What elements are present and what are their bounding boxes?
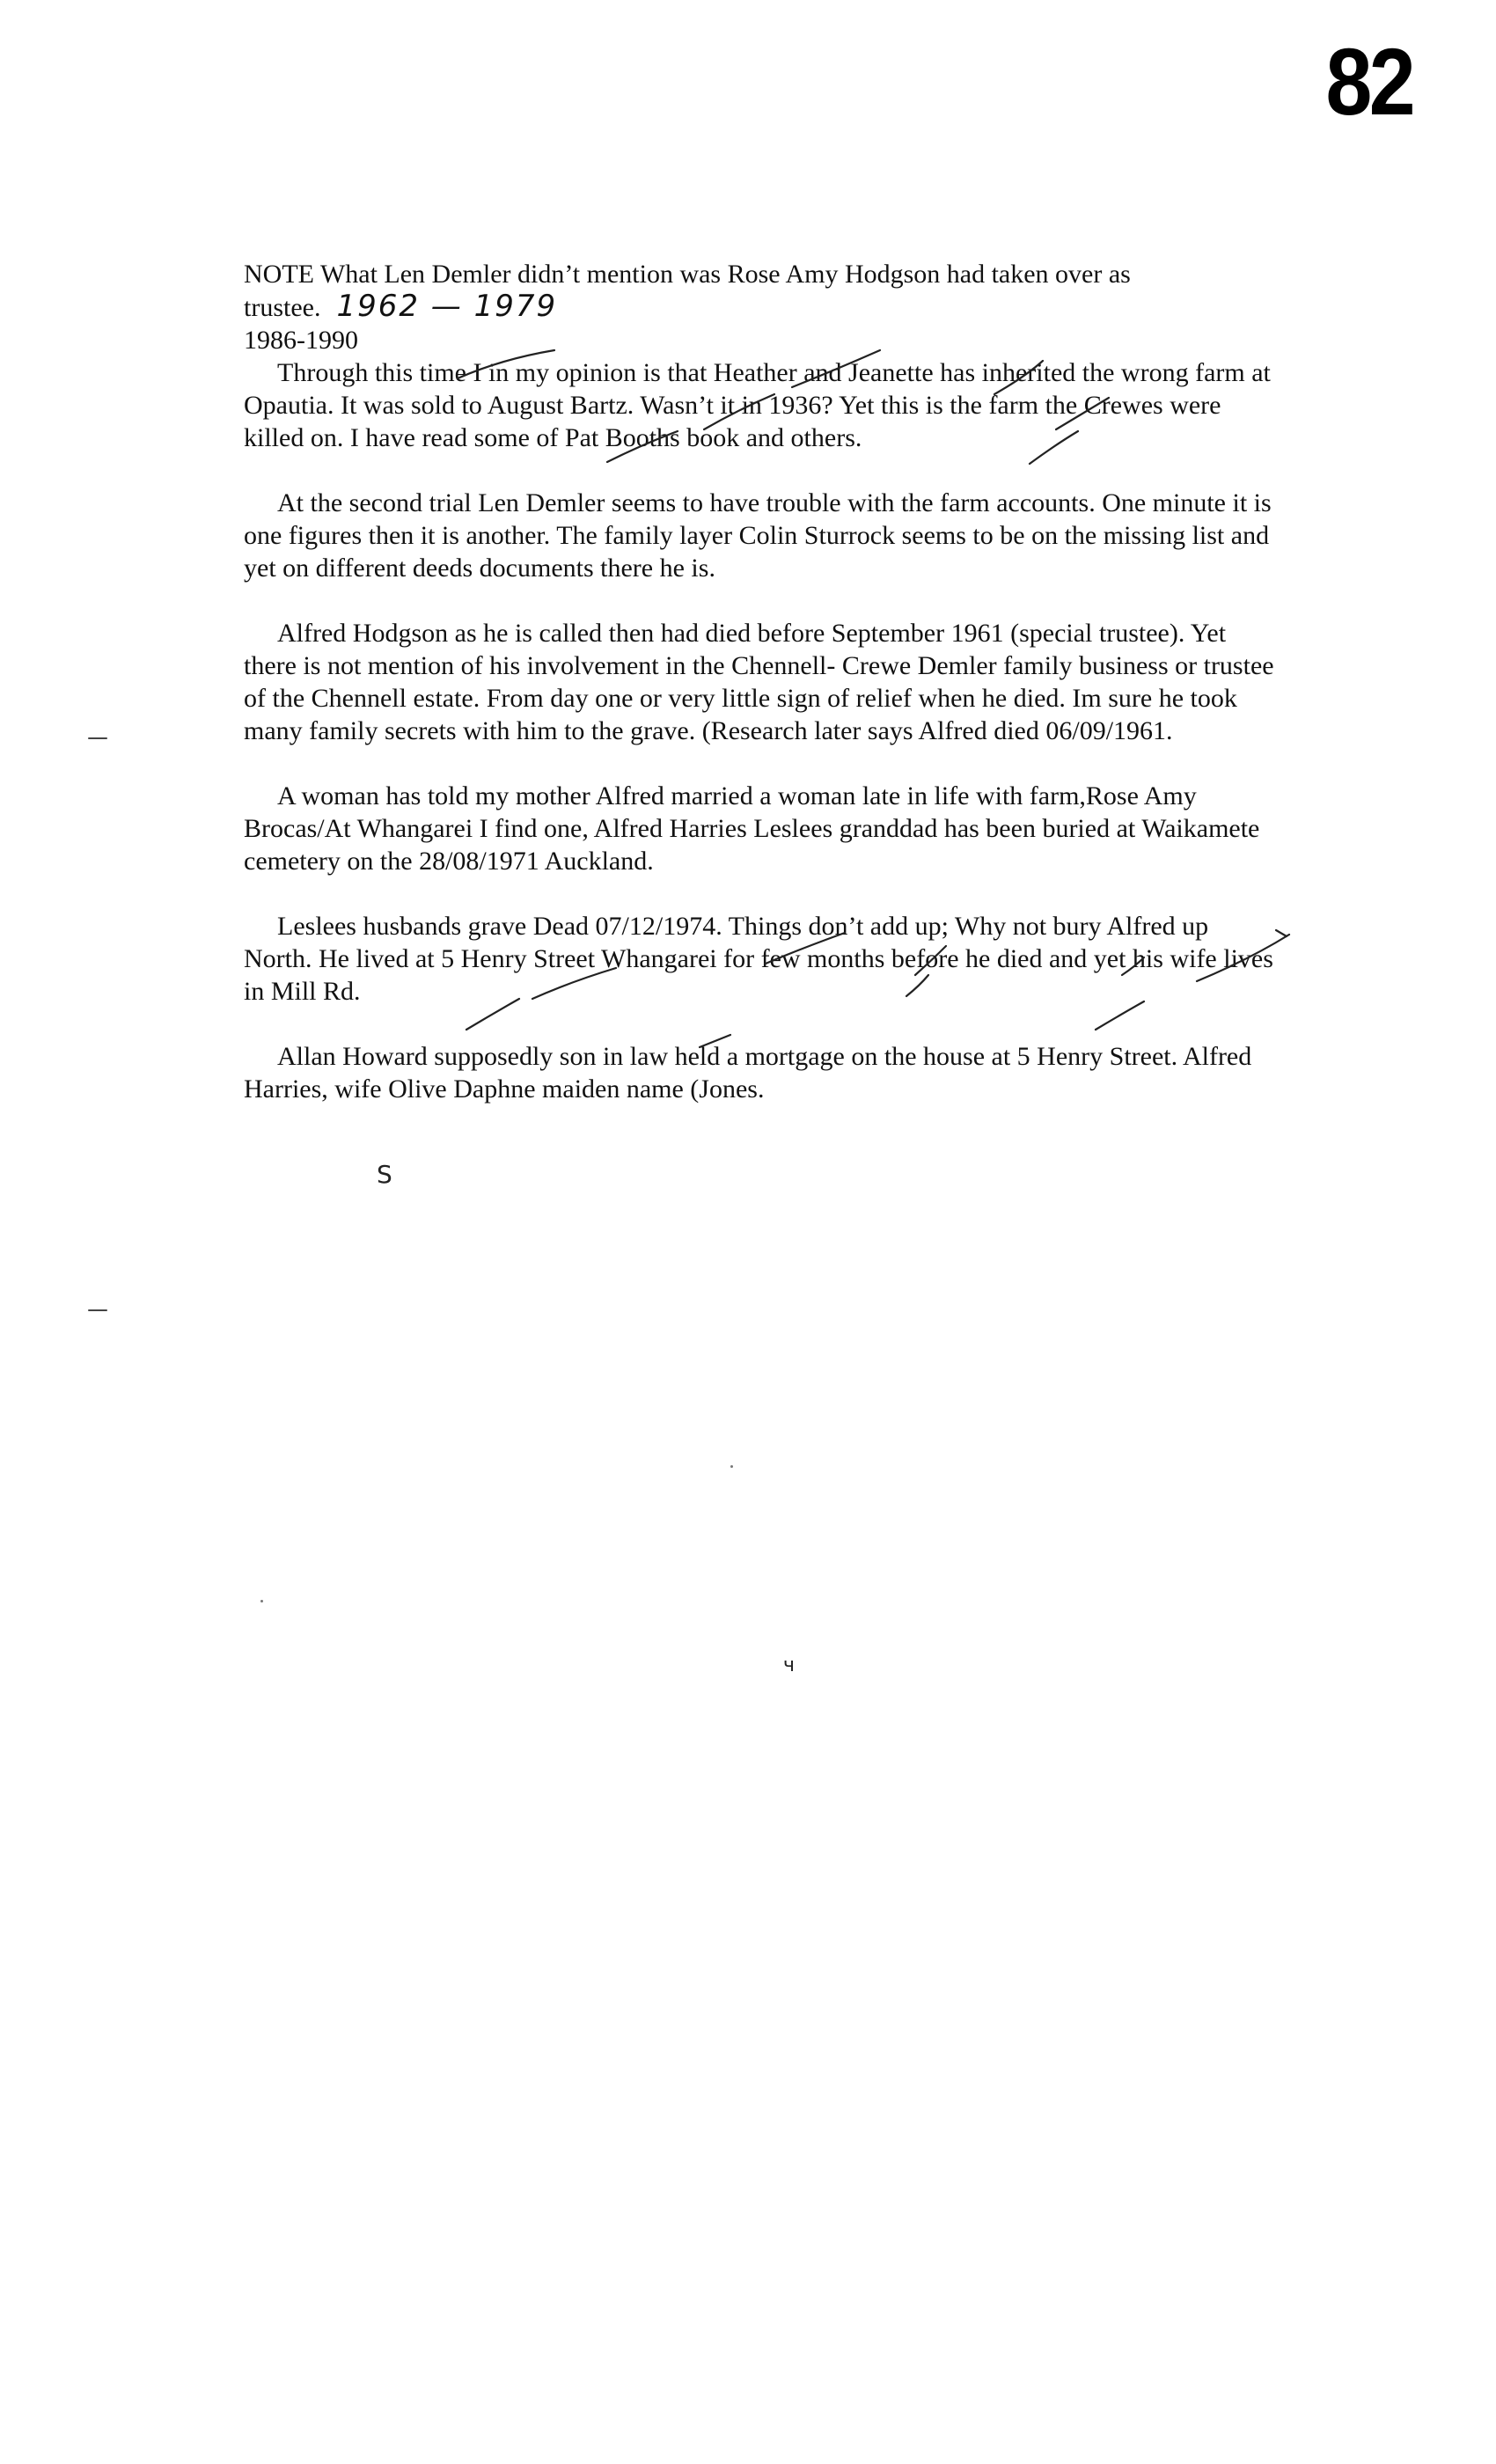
handwritten-years: 1962 — 1979 [336, 289, 558, 324]
pen-stroke [792, 350, 880, 387]
pen-stroke [1122, 957, 1144, 975]
paragraph-alfred-hodgson: Alfred Hodgson as he is called then had died before September 1961 (special trustee). Yet there is not mention of his involvement in the Chennell- Crewe Demler family business or trustee of the Chennell estate. From day one or very little sign of relief when he died. Im sure he took many family secrets with him to the grave. (Research later says Alfred died 06/09/1961. [244, 619, 1274, 745]
pen-stroke [1056, 398, 1109, 429]
handwritten-lower-mark: ч [783, 1654, 795, 1676]
paragraph-leslees-husband: Leslees husbands grave Dead 07/12/1974. Things don’t add up; Why not bury Alfred up North. He lived at 5 Henry Street Whangarei for few months before he died and yet his wife lives in Mill Rd. [244, 912, 1273, 1006]
pen-stroke [1096, 1001, 1144, 1030]
pen-stroke [915, 946, 946, 975]
pen-stroke [1276, 930, 1287, 936]
paragraph-opautia: Through this time I in my opinion is that Heather and Jeanette has inherited the wrong farm at Opautia. It was sold to August Bartz. Wasn’t it in 1936? Yet this is the farm the Crewes were killed on. I have read some of Pat Booths book and others. [244, 358, 1271, 452]
pen-stroke [906, 975, 928, 996]
pen-stroke [766, 933, 845, 964]
handwritten-s-mark: S [377, 1160, 392, 1189]
pen-stroke [700, 1035, 730, 1047]
pen-stroke [466, 999, 519, 1030]
note-line-1: NOTE What Len Demler didn’t mention was Rose Amy Hodgson had taken over as [244, 260, 1131, 289]
pen-stroke [607, 431, 678, 462]
pen-stroke [1197, 935, 1289, 981]
pen-stroke [458, 350, 554, 378]
paragraph-allan-howard: Allan Howard supposedly son in law held a mortgage on the house at 5 Henry Street. Alfred Harries, wife Olive Daphne maiden name (Jones. [244, 1042, 1252, 1104]
note-line-2: trustee. [244, 293, 321, 322]
page-number: 82 [1325, 28, 1412, 135]
paragraph-second-trial: At the second trial Len Demler seems to have trouble with the farm accounts. One minute it is one figures then it is another. The family layer Colin Sturrock seems to be on the missing list and yet on different deeds documents there he is. [244, 488, 1272, 583]
pen-stroke [532, 968, 616, 999]
paragraph-woman-told: A woman has told my mother Alfred married a woman late in life with farm,Rose Amy Brocas/At Whangarei I find one, Alfred Harries Leslees granddad has been buried at Waikamete cemetery on the 28/08/1971 Auckland. [244, 781, 1260, 876]
pen-stroke [1030, 431, 1078, 464]
pen-stroke [704, 394, 774, 429]
pen-stroke [994, 361, 1043, 394]
years-line: 1986-1990 [244, 326, 358, 355]
